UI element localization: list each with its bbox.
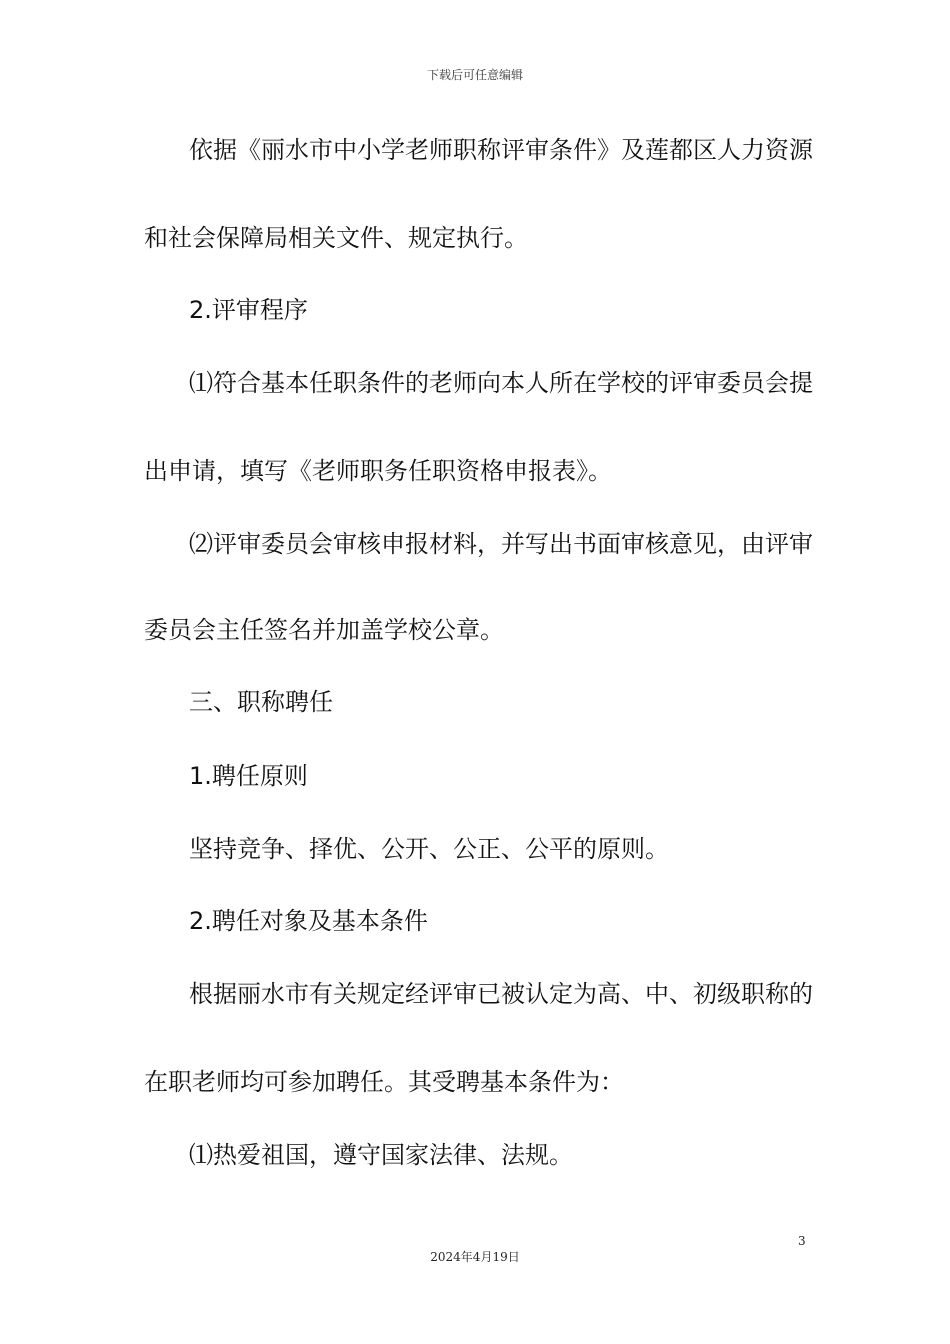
paragraph-line: 委员会主任签名并加盖学校公章。 [144,616,504,644]
paragraph-line: 坚持竞争、择优、公开、公正、公平的原则。 [189,835,669,863]
paragraph-line: ⑵评审委员会审核申报材料，并写出书面审核意见，由评审 [189,530,813,558]
page-number: 3 [798,1234,806,1248]
section-heading: 1.聘任原则 [189,762,308,790]
paragraph-line: 依据《丽水市中小学老师职称评审条件》及莲都区人力资源 [189,136,813,164]
paragraph-line: 在职老师均可参加聘任。其受聘基本条件为： [144,1068,624,1096]
footer-date: 2024年4月19日 [430,1250,520,1264]
section-heading: 三、职称聘任 [189,688,333,716]
section-heading: 2.聘任对象及基本条件 [189,907,428,935]
paragraph-line: ⑴符合基本任职条件的老师向本人所在学校的评审委员会提 [189,369,813,397]
section-heading: 2.评审程序 [189,296,308,324]
paragraph-line: ⑴热爱祖国，遵守国家法律、法规。 [189,1141,573,1169]
paragraph-line: 和社会保障局相关文件、规定执行。 [144,224,528,252]
page-header-note: 下载后可任意编辑 [426,68,523,82]
paragraph-line: 根据丽水市有关规定经评审已被认定为高、中、初级职称的 [189,980,813,1008]
paragraph-line: 出申请，填写《老师职务任职资格申报表》。 [144,457,612,485]
